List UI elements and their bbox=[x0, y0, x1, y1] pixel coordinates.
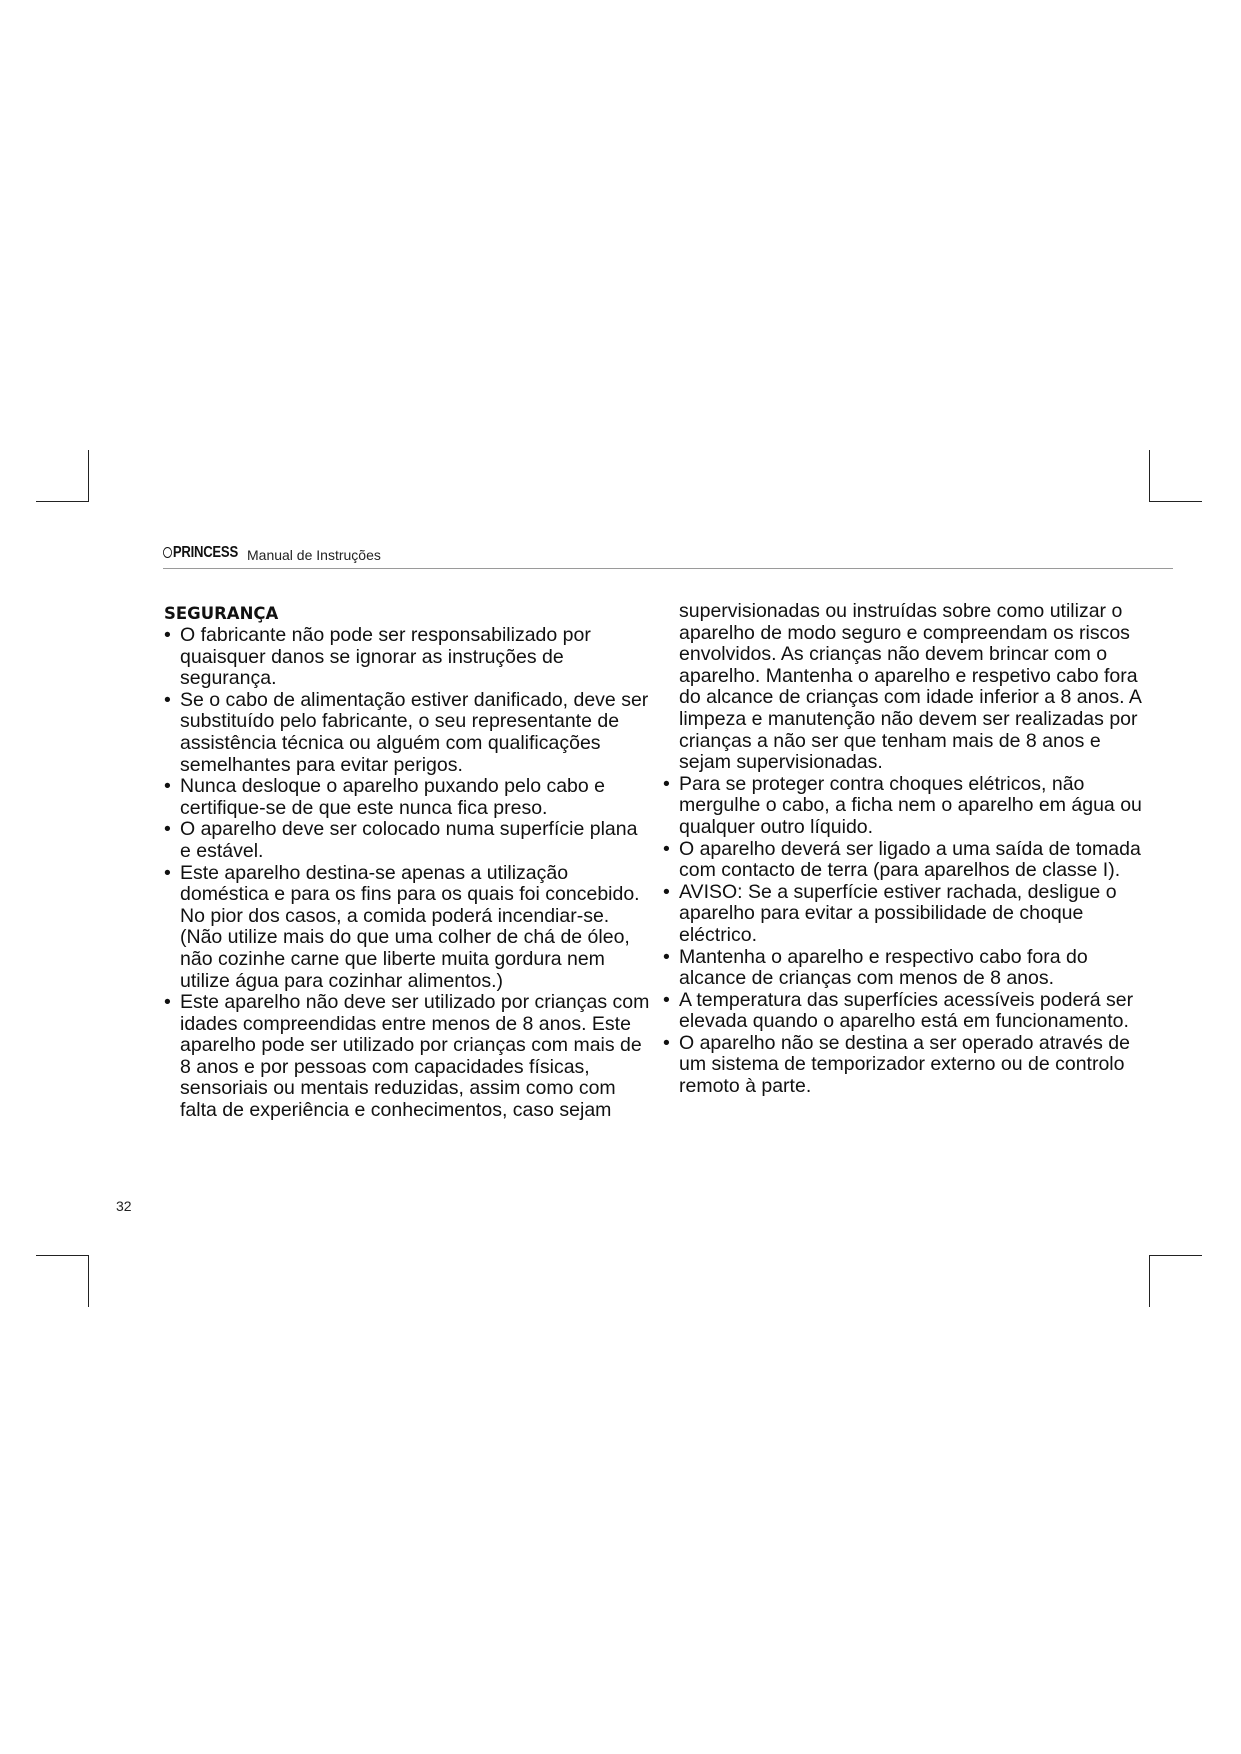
crown-icon bbox=[163, 547, 172, 558]
list-item: • O aparelho não se destina a ser operado através de um sistema de temporizador externo ou de controlo remoto à parte. bbox=[663, 1033, 1151, 1098]
list-item: • Mantenha o aparelho e respectivo cabo fora do alcance de crianças com menos de 8 anos. bbox=[663, 947, 1151, 990]
crop-mark-bottom-right-h bbox=[1150, 1255, 1202, 1256]
list-item: • Para se proteger contra choques elétricos, não mergulhe o cabo, a ficha nem o aparelho em água ou qualquer outro líquido. bbox=[663, 774, 1151, 839]
left-column bbox=[164, 603, 652, 1122]
list-item: • O aparelho deverá ser ligado a uma saída de tomada com contacto de terra (para aparelhos de classe I). bbox=[663, 839, 1151, 882]
crop-mark-top-left-h bbox=[36, 501, 88, 502]
section-title: SEGURANÇA bbox=[164, 604, 279, 623]
crop-mark-top-right-v bbox=[1149, 450, 1150, 502]
crop-mark-bottom-left-v bbox=[88, 1255, 89, 1307]
page-number: 32 bbox=[116, 1198, 132, 1214]
header-divider bbox=[163, 568, 1173, 569]
list-item: • Nunca desloque o aparelho puxando pelo cabo e certifique-se de que este nunca fica preso. bbox=[164, 776, 652, 819]
right-column bbox=[663, 601, 1151, 1098]
list-item: • O aparelho deve ser colocado numa superfície plana e estável. bbox=[164, 819, 652, 862]
safety-list-right bbox=[663, 601, 1151, 1098]
crop-mark-bottom-left-h bbox=[36, 1255, 88, 1256]
brand-name: PRINCESS bbox=[172, 544, 238, 561]
list-item: • AVISO: Se a superfície estiver rachada, desligue o aparelho para evitar a possibilidade de choque eléctrico. bbox=[663, 882, 1151, 947]
brand-logo bbox=[163, 544, 238, 562]
list-item: • Este aparelho não deve ser utilizado por crianças com idades compreendidas entre menos de 8 anos. Este aparelho pode ser utilizado por crianças com mais de 8 anos e por pessoas com capacidades físicas, sensoriais ou mentais reduzidas, assim como com falta de experiência e conhecimentos, caso sejam bbox=[164, 992, 652, 1122]
crop-mark-top-right-h bbox=[1150, 501, 1202, 502]
crop-mark-bottom-right-v bbox=[1149, 1255, 1150, 1307]
safety-list-left bbox=[164, 625, 652, 1122]
list-item: • O fabricante não pode ser responsabilizado por quaisquer danos se ignorar as instruções de segurança. bbox=[164, 625, 652, 690]
page-header bbox=[163, 538, 1173, 568]
crop-mark-top-left-v bbox=[88, 450, 89, 502]
manual-title: Manual de Instruções bbox=[247, 547, 381, 563]
list-item: • A temperatura das superfícies acessíveis poderá ser elevada quando o aparelho está em funcionamento. bbox=[663, 990, 1151, 1033]
list-item: • Este aparelho destina-se apenas a utilização doméstica e para os fins para os quais foi concebido. No pior dos casos, a comida poderá incendiar-se. (Não utilize mais do que uma colher de chá de óleo, não cozinhe carne que liberte muita gordura nem utilize água para cozinhar alimentos.) bbox=[164, 863, 652, 993]
list-item-continuation: supervisionadas ou instruídas sobre como utilizar o aparelho de modo seguro e compreendam os riscos envolvidos. As crianças não devem brincar com o aparelho. Mantenha o aparelho e respetivo cabo fora do alcance de crianças com idade inferior a 8 anos. A limpeza e manutenção não devem ser realizadas por crianças a não ser que tenham mais de 8 anos e sejam supervisionadas. bbox=[679, 600, 1141, 774]
list-item: • Se o cabo de alimentação estiver danificado, deve ser substituído pelo fabricante, o seu representante de assistência técnica ou alguém com qualificações semelhantes para evitar perigos. bbox=[164, 690, 652, 776]
